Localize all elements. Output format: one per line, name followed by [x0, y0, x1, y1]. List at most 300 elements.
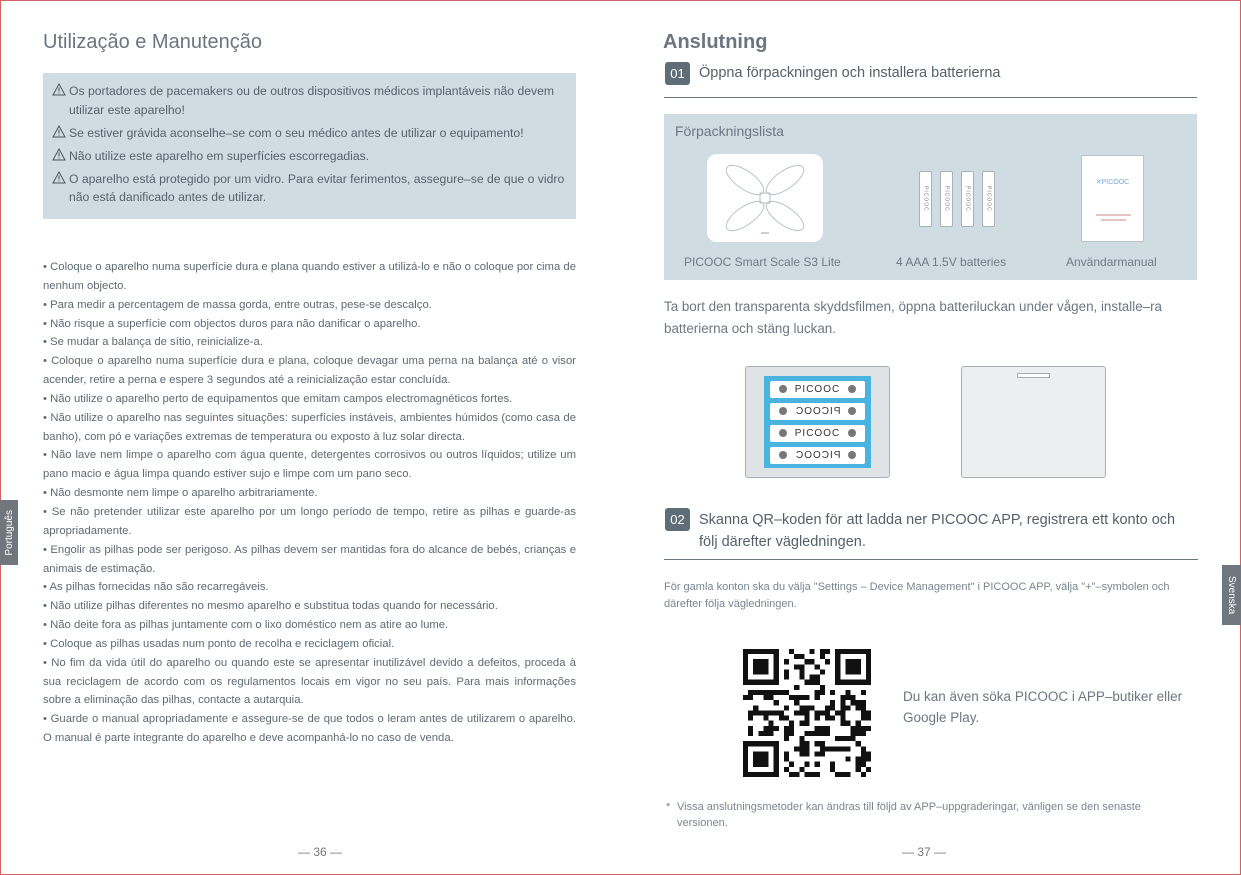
- qr-module: [763, 757, 768, 762]
- qr-module: [845, 721, 850, 726]
- qr-module: [763, 695, 768, 700]
- divider: [664, 559, 1198, 560]
- qr-module: [835, 654, 840, 659]
- battery-cell: [770, 447, 865, 464]
- qr-module: [784, 767, 789, 772]
- qr-module: [753, 705, 758, 710]
- qr-module: [851, 700, 856, 705]
- qr-module: [820, 669, 825, 674]
- qr-module: [820, 685, 825, 690]
- qr-module: [789, 731, 794, 736]
- qr-module: [784, 690, 789, 695]
- qr-module: [835, 659, 840, 664]
- step-number-badge: 02: [665, 508, 690, 531]
- qr-module: [835, 772, 840, 777]
- qr-module: [851, 680, 856, 685]
- qr-module: [753, 680, 758, 685]
- qr-module: [753, 664, 758, 669]
- qr-module: [866, 767, 871, 772]
- qr-module: [820, 741, 825, 746]
- warning-text: O aparelho está protegido por um vidro. Para evitar ferimentos, assegure–se de que o vidro não está danificado antes de utilizar.: [69, 171, 565, 204]
- qr-module: [769, 680, 774, 685]
- qr-module: [753, 669, 758, 674]
- qr-module: [866, 654, 871, 659]
- plus-terminal-icon: [848, 385, 856, 393]
- lid-slot: [1017, 373, 1050, 378]
- qr-module: [758, 751, 763, 756]
- qr-module: [851, 726, 856, 731]
- qr-module: [748, 690, 753, 695]
- scale-image: [707, 154, 823, 242]
- battery-compartment-diagram: [745, 366, 890, 478]
- qr-module: [866, 649, 871, 654]
- footnote-text: Vissa anslutningsmetoder kan ändras till följd av APP–uppgraderingar, vänligen se den senaste versionen.: [677, 801, 1141, 829]
- list-item: • Coloque as pilhas usadas num ponto de recolha e reciclagem oficial.: [43, 637, 395, 650]
- qr-module: [835, 664, 840, 669]
- step-text: Öppna förpackningen och installera batterierna: [699, 65, 1001, 81]
- qr-module: [794, 710, 799, 715]
- qr-module: [835, 649, 840, 654]
- qr-module: [774, 659, 779, 664]
- qr-module: [743, 669, 748, 674]
- qr-module: [758, 731, 763, 736]
- qr-module: [815, 751, 820, 756]
- package-list-panel: [664, 114, 1197, 280]
- warning-item: [52, 147, 566, 166]
- qr-module: [774, 654, 779, 659]
- list-item: • Não utilize pilhas diferentes no mesmo aparelho e substitua todas quando for necessário.: [43, 600, 498, 613]
- qr-module: [866, 659, 871, 664]
- qr-module: [789, 695, 794, 700]
- qr-module: [830, 716, 835, 721]
- qr-module: [758, 680, 763, 685]
- qr-module: [861, 700, 866, 705]
- qr-module: [794, 746, 799, 751]
- qr-module: [815, 741, 820, 746]
- qr-module: [769, 772, 774, 777]
- battery-set-image: [919, 171, 997, 227]
- qr-module: [758, 649, 763, 654]
- battery-icon: [961, 171, 974, 227]
- qr-module: [748, 772, 753, 777]
- warning-text: Não utilize este aparelho em superfícies escorregadias.: [69, 148, 370, 163]
- qr-module: [774, 680, 779, 685]
- qr-module: [743, 659, 748, 664]
- qr-module: [861, 751, 866, 756]
- qr-module: [763, 731, 768, 736]
- battery-label: PICOOC: [794, 384, 841, 395]
- list-item: • Não deite fora as pilhas juntamente com o lixo doméstico nem as atire ao lume.: [43, 619, 449, 632]
- qr-module: [789, 726, 794, 731]
- qr-module: [861, 649, 866, 654]
- qr-module: [856, 680, 861, 685]
- qr-module: [763, 726, 768, 731]
- qr-module: [810, 772, 815, 777]
- step-2: [665, 508, 1184, 553]
- scale-electrodes-icon: [707, 154, 823, 242]
- qr-module: [789, 649, 794, 654]
- qr-module: [763, 751, 768, 756]
- warning-box: [43, 73, 576, 219]
- step-text: Skanna QR–koden för att ladda ner PICOOC APP, registrera ett konto och följ därefter vägledningen.: [699, 512, 1176, 550]
- qr-module: [748, 649, 753, 654]
- qr-module: [840, 716, 845, 721]
- qr-module: [856, 664, 861, 669]
- qr-module: [820, 690, 825, 695]
- qr-module: [856, 700, 861, 705]
- qr-module: [784, 716, 789, 721]
- qr-module: [825, 746, 830, 751]
- qr-module: [769, 726, 774, 731]
- qr-module: [804, 680, 809, 685]
- manual-logo: ✕PICOOC: [1095, 179, 1130, 186]
- qr-module: [784, 751, 789, 756]
- qr-module: [810, 649, 815, 654]
- footnote: [666, 799, 1186, 831]
- qr-module: [743, 664, 748, 669]
- qr-module: [743, 772, 748, 777]
- qr-module: [789, 772, 794, 777]
- qr-module: [758, 659, 763, 664]
- qr-module: [830, 705, 835, 710]
- qr-module: [815, 726, 820, 731]
- qr-module: [866, 710, 871, 715]
- battery-mark: PICOOC: [943, 186, 950, 212]
- qr-module: [851, 695, 856, 700]
- qr-module: [856, 649, 861, 654]
- list-item: • Não utilize o aparelho perto de equipamentos que emitam campos electromagnéticos fortes.: [43, 392, 513, 405]
- qr-module: [810, 675, 815, 680]
- qr-module: [804, 746, 809, 751]
- qr-module: [840, 710, 845, 715]
- qr-module: [774, 700, 779, 705]
- qr-module: [804, 751, 809, 756]
- battery-icon: [982, 171, 995, 227]
- qr-module: [743, 746, 748, 751]
- qr-module: [753, 690, 758, 695]
- qr-module: [769, 649, 774, 654]
- qr-module: [804, 716, 809, 721]
- qr-module: [840, 721, 845, 726]
- qr-module: [743, 675, 748, 680]
- qr-module: [845, 690, 850, 695]
- minus-terminal-icon: [779, 451, 787, 459]
- qr-module: [743, 649, 748, 654]
- qr-module: [835, 675, 840, 680]
- qr-module: [804, 731, 809, 736]
- qr-module: [825, 705, 830, 710]
- qr-module: [779, 716, 784, 721]
- left-page-title: Utilização e Manutenção: [43, 31, 263, 53]
- qr-module: [856, 757, 861, 762]
- list-item: • As pilhas fornecidas não são recarregáveis.: [43, 581, 269, 594]
- list-item: • Coloque o aparelho numa superfície dura e plana, coloque devagar uma perna na balança até o visor acender, retire a perna e espere 3 segundos até a reinicialização estar concluída.: [43, 355, 576, 387]
- qr-module: [799, 705, 804, 710]
- qr-module: [861, 757, 866, 762]
- qr-module: [753, 757, 758, 762]
- qr-module: [743, 741, 748, 746]
- qr-module: [856, 762, 861, 767]
- qr-module: [799, 767, 804, 772]
- manual-line: [1101, 219, 1126, 221]
- qr-module: [856, 659, 861, 664]
- footnote-star: *: [666, 801, 671, 813]
- minus-terminal-icon: [779, 429, 787, 437]
- qr-module: [845, 649, 850, 654]
- qr-module: [845, 669, 850, 674]
- battery-tray: [764, 376, 871, 468]
- qr-module: [763, 649, 768, 654]
- qr-module: [856, 731, 861, 736]
- qr-module: [774, 710, 779, 715]
- qr-module: [789, 721, 794, 726]
- qr-module: [758, 664, 763, 669]
- battery-cell: [770, 425, 865, 442]
- qr-module: [804, 710, 809, 715]
- qr-module: [753, 710, 758, 715]
- qr-module: [804, 772, 809, 777]
- qr-module: [866, 757, 871, 762]
- warning-text: Os portadores de pacemakers ou de outros dispositivos médicos implantáveis não devem utilizar este aparelho!: [69, 84, 555, 117]
- pack-item-label: Användarmanual: [1066, 255, 1157, 269]
- list-item: • Para medir a percentagem de massa gorda, entre outras, pese-se descalço.: [43, 298, 432, 311]
- qr-module: [774, 767, 779, 772]
- qr-module: [825, 726, 830, 731]
- qr-module: [748, 695, 753, 700]
- qr-module: [784, 659, 789, 664]
- warning-triangle-icon: [52, 147, 69, 166]
- battery-label: PICOOC: [794, 450, 841, 461]
- list-item: • Não desmonte nem limpe o aparelho arbitrariamente.: [43, 487, 318, 500]
- qr-module: [799, 736, 804, 741]
- qr-module: [763, 680, 768, 685]
- qr-module: [815, 762, 820, 767]
- qr-module: [830, 700, 835, 705]
- plus-terminal-icon: [848, 407, 856, 415]
- qr-module: [820, 710, 825, 715]
- qr-module: [748, 741, 753, 746]
- qr-module: [769, 731, 774, 736]
- qr-module: [769, 695, 774, 700]
- qr-module: [845, 659, 850, 664]
- qr-module: [794, 664, 799, 669]
- list-item: • Coloque o aparelho numa superfície dura e plana quando estiver a utilizá-lo e não o coloque por cima de nenhum objecto.: [43, 261, 576, 292]
- qr-module: [743, 767, 748, 772]
- qr-module: [820, 751, 825, 756]
- qr-module: [753, 762, 758, 767]
- list-item: • Se não pretender utilizar este aparelho por um longo período de tempo, retire as pilhas e guarde-as apropriadamente.: [43, 505, 576, 537]
- qr-module: [810, 680, 815, 685]
- qr-module: [799, 741, 804, 746]
- list-item: • Não risque a superfície com objectos duros para não danificar o aparelho.: [43, 317, 421, 330]
- qr-module: [866, 669, 871, 674]
- qr-module: [748, 726, 753, 731]
- qr-module: [845, 772, 850, 777]
- language-tab-portuguese: [0, 500, 18, 565]
- qr-module: [758, 757, 763, 762]
- qr-module: [758, 741, 763, 746]
- warning-text: Se estiver grávida aconselhe–se com o seu médico antes de utilizar o equipamento!: [69, 125, 524, 140]
- qr-module: [830, 746, 835, 751]
- qr-module: [748, 731, 753, 736]
- list-item: • No fim da vida útil do aparelho ou quando este se apresentar inutilizável devido a defeitos, proceda à sua reciclagem de acordo com os regulamentos locais em vigor no seu país. Para mais informações sobre a eliminação das pilhas, contacte a autarquia.: [43, 656, 576, 707]
- qr-module: [763, 772, 768, 777]
- battery-label: PICOOC: [794, 428, 841, 439]
- qr-module: [840, 736, 845, 741]
- qr-module: [815, 710, 820, 715]
- qr-module: [830, 690, 835, 695]
- step-number-badge: 01: [665, 62, 690, 85]
- qr-module: [815, 695, 820, 700]
- qr-module: [753, 772, 758, 777]
- qr-module: [820, 726, 825, 731]
- qr-module: [815, 690, 820, 695]
- qr-module: [840, 695, 845, 700]
- qr-module: [845, 705, 850, 710]
- qr-module: [815, 680, 820, 685]
- qr-module: [758, 772, 763, 777]
- list-item: • Não utilize o aparelho nas seguintes situações: superfícies instáveis, ambientes húmidos (como casa de banho), com pó e variações extremas de temperatura ou exposto à luz solar directa.: [43, 411, 576, 443]
- qr-module: [794, 695, 799, 700]
- qr-module: [769, 721, 774, 726]
- qr-module: [789, 762, 794, 767]
- qr-module: [804, 705, 809, 710]
- language-tab-label: Português: [3, 509, 15, 556]
- qr-module: [748, 716, 753, 721]
- qr-module: [804, 721, 809, 726]
- qr-module: [845, 680, 850, 685]
- qr-module: [861, 726, 866, 731]
- qr-module: [835, 680, 840, 685]
- maintenance-list: [43, 258, 576, 748]
- qr-module: [815, 675, 820, 680]
- qr-module: [840, 680, 845, 685]
- qr-module: [825, 649, 830, 654]
- qr-module: [763, 664, 768, 669]
- qr-module: [815, 664, 820, 669]
- qr-module: [784, 731, 789, 736]
- qr-module: [810, 705, 815, 710]
- plus-terminal-icon: [848, 451, 856, 459]
- language-tab-swedish: [1222, 565, 1241, 625]
- warning-triangle-icon: [52, 124, 69, 143]
- qr-module: [769, 741, 774, 746]
- warning-item: [52, 170, 566, 207]
- qr-module: [815, 716, 820, 721]
- qr-module: [861, 731, 866, 736]
- qr-module: [861, 746, 866, 751]
- qr-module: [794, 685, 799, 690]
- qr-module: [830, 767, 835, 772]
- qr-module: [851, 664, 856, 669]
- qr-module: [851, 659, 856, 664]
- qr-module: [810, 731, 815, 736]
- qr-module: [753, 751, 758, 756]
- qr-module: [825, 731, 830, 736]
- qr-module: [774, 746, 779, 751]
- qr-module: [774, 669, 779, 674]
- qr-module: [835, 736, 840, 741]
- closed-lid-diagram: [961, 366, 1106, 478]
- qr-module: [840, 649, 845, 654]
- qr-module: [861, 690, 866, 695]
- qr-module: [840, 705, 845, 710]
- qr-module: [799, 746, 804, 751]
- qr-module: [866, 751, 871, 756]
- divider: [664, 97, 1197, 98]
- qr-module: [763, 690, 768, 695]
- qr-module: [820, 731, 825, 736]
- right-page-title: Anslutning: [663, 31, 768, 53]
- qr-module: [851, 649, 856, 654]
- battery-instruction: Ta bort den transparenta skyddsfilmen, öppna batteriluckan under vågen, installe–ra batterierna och stäng luckan.: [664, 299, 1162, 336]
- qr-module: [825, 659, 830, 664]
- qr-module: [774, 726, 779, 731]
- qr-module: [856, 705, 861, 710]
- qr-module: [743, 762, 748, 767]
- qr-module: [758, 710, 763, 715]
- qr-module: [743, 757, 748, 762]
- qr-module: [763, 659, 768, 664]
- list-item: • Engolir as pilhas pode ser perigoso. As pilhas devem ser mantidas fora do alcance de bebés, crianças e animais de estimação.: [43, 543, 576, 575]
- qr-module: [774, 649, 779, 654]
- qr-module: [769, 690, 774, 695]
- qr-module: [804, 659, 809, 664]
- qr-module: [856, 741, 861, 746]
- qr-module: [820, 649, 825, 654]
- battery-mark: PICOOC: [964, 186, 971, 212]
- qr-module: [748, 710, 753, 715]
- qr-module: [743, 751, 748, 756]
- qr-module: [851, 731, 856, 736]
- qr-module: [866, 680, 871, 685]
- list-item: • Se mudar a balança de sítio, reinicialize-a.: [43, 336, 263, 349]
- qr-module: [774, 690, 779, 695]
- qr-module: [866, 664, 871, 669]
- qr-module: [774, 741, 779, 746]
- old-account-note: För gamla konton ska du välja "Settings – Device Management" i PICOOC APP, välja "+"–symbolen och därefter följa vägledningen.: [664, 581, 1170, 610]
- battery-mark: PICOOC: [922, 186, 929, 212]
- qr-module: [774, 772, 779, 777]
- qr-module: [845, 695, 850, 700]
- qr-module: [845, 736, 850, 741]
- qr-module: [784, 669, 789, 674]
- minus-terminal-icon: [779, 407, 787, 415]
- pack-item-label: 4 AAA 1.5V batteries: [896, 255, 1007, 269]
- qr-module: [758, 690, 763, 695]
- qr-module: [804, 741, 809, 746]
- qr-module: [774, 751, 779, 756]
- qr-module: [825, 716, 830, 721]
- app-store-hint: Du kan även söka PICOOC i APP–butiker eller Google Play.: [903, 689, 1183, 725]
- warning-item: [52, 82, 566, 119]
- qr-module: [804, 762, 809, 767]
- qr-module: [784, 726, 789, 731]
- qr-code: [743, 649, 871, 777]
- qr-module: [799, 721, 804, 726]
- qr-module: [743, 695, 748, 700]
- qr-module: [845, 757, 850, 762]
- qr-module: [856, 721, 861, 726]
- qr-module: [774, 757, 779, 762]
- qr-module: [784, 757, 789, 762]
- plus-terminal-icon: [848, 429, 856, 437]
- qr-module: [794, 700, 799, 705]
- qr-module: [769, 710, 774, 715]
- package-list-heading: Förpackningslista: [675, 123, 784, 139]
- qr-module: [758, 762, 763, 767]
- qr-module: [753, 649, 758, 654]
